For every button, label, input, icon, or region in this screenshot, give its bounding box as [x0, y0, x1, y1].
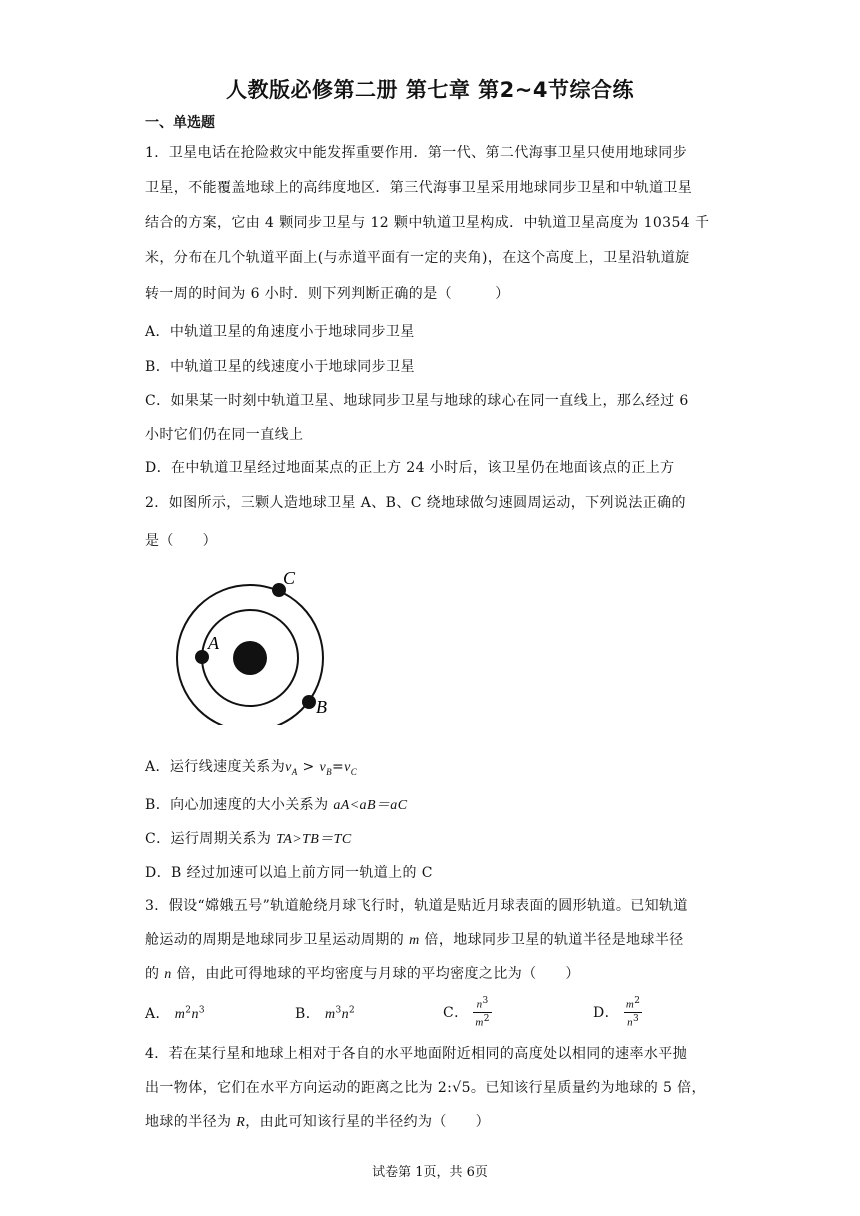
q2-option-a-prefix: A．运行线速度关系为 [145, 759, 286, 775]
sqrt-5: √5 [452, 1080, 471, 1096]
q1-line-4: 米，分布在几个轨道平面上(与赤道平面有一定的夹角)，在这个高度上，卫星沿轨道旋 [145, 250, 690, 266]
r-symbol: R [236, 1115, 246, 1130]
exponent: 3 [198, 1005, 205, 1016]
exponent: 2 [185, 1005, 192, 1016]
orbit-diagram [170, 565, 340, 725]
q1-option-a: A．中轨道卫星的角速度小于地球同步卫星 [145, 324, 415, 340]
exponent: 3 [335, 1005, 342, 1016]
q3-option-d [593, 995, 642, 1029]
q3-line-3-text: 的 [145, 966, 165, 982]
exponent: 2 [634, 996, 641, 1006]
q3-line-3-text-b: 倍，由此可得地球的平均密度与月球的平均密度之比为（ ） [171, 966, 580, 982]
satellite-a [195, 650, 209, 664]
fraction [624, 995, 643, 1029]
q1-option-d: D．在中轨道卫星经过地面某点的正上方 24 小时后，该卫星仍在地面该点的正上方 [145, 460, 675, 476]
q1-option-c-cont: 小时它们仍在同一直线上 [145, 427, 304, 443]
n-symbol: n [341, 1007, 350, 1022]
option-label: D． [593, 1005, 620, 1022]
q3-option-c [443, 995, 492, 1029]
exponent: 2 [349, 1005, 356, 1016]
q3-option-a [145, 1003, 205, 1023]
q1-line-1: 1．卫星电话在抢险救灾中能发挥重要作用．第一代、第二代海事卫星只使用地球同步 [145, 145, 688, 161]
sub-a: A [291, 766, 298, 777]
m-symbol: m [625, 998, 635, 1011]
m-symbol: m [174, 1007, 186, 1022]
m-symbol: m [324, 1007, 336, 1022]
option-label: B． [295, 1006, 321, 1022]
q3-option-b [295, 1003, 355, 1023]
n-symbol: n [627, 1016, 634, 1029]
q4-line-2 [145, 1077, 706, 1097]
q3-line-1: 3．假设“嫦娥五号”轨道舱绕月球飞行时，轨道是贴近月球表面的圆形轨道。已知轨道 [145, 898, 688, 914]
v-symbol: v [319, 760, 327, 775]
fraction [473, 995, 492, 1029]
m-symbol: m [475, 1016, 484, 1029]
q2-line-2: 是（ ） [145, 533, 217, 549]
q1-line-3: 结合的方案，它由 4 颗同步卫星与 12 颗中轨道卫星构成．中轨道卫星高度为 10354 千 [145, 215, 710, 231]
gt-sign: > [297, 759, 320, 775]
n-symbol: n [476, 998, 483, 1011]
section-heading: 一、单选题 [145, 115, 215, 131]
sub-c: C [350, 766, 358, 777]
q3-line-3 [145, 963, 580, 983]
q2-option-b-prefix: B．向心加速度的大小关系为 [145, 797, 334, 813]
v-symbol: v [344, 760, 351, 775]
q3-line-2-text: 舱运动的周期是地球同步卫星运动周期的 [145, 932, 410, 948]
page-footer: 试卷第 1页，共 6页 [372, 1165, 488, 1180]
q4-line-2-text-b: 。已知该行星质量约为地球的 5 倍， [470, 1080, 706, 1096]
page-title: 人教版必修第二册 第七章 第2~4节综合练 [226, 78, 634, 102]
label-c: C [283, 568, 296, 588]
label-a: A [208, 633, 219, 653]
label-b: B [316, 697, 327, 717]
exponent: 2 [483, 1013, 490, 1024]
n-symbol: n [191, 1007, 199, 1022]
q1-option-c: C．如果某一时刻中轨道卫星、地球同步卫星与地球的球心在同一直线上，那么经过 6 [145, 393, 689, 409]
exponent: 3 [482, 996, 489, 1006]
q4-line-2-text: 出一物体，它们在水平方向运动的距离之比为 2: [145, 1080, 453, 1096]
q4-line-3-text: 地球的半径为 [145, 1114, 237, 1130]
q4-line-3 [145, 1111, 490, 1131]
q2-option-c-prefix: C．运行周期关系为 [145, 831, 277, 847]
exponent: 3 [633, 1013, 640, 1024]
q2-option-c [145, 828, 352, 848]
q2-option-d: D．B 经过加速可以追上前方同一轨道上的 C [145, 865, 433, 881]
q2-option-b [145, 794, 407, 814]
earth [233, 641, 267, 675]
q2-option-b-formula: aA<aB＝aC [333, 798, 408, 813]
option-label: C． [443, 1005, 469, 1022]
q4-line-3-text-b: ，由此可知该行星的半径约为（ ） [245, 1114, 491, 1130]
q3-line-2 [145, 929, 684, 949]
q1-option-b: B．中轨道卫星的线速度小于地球同步卫星 [145, 359, 415, 375]
q2-line-1: 2．如图所示，三颗人造地球卫星 A、B、C 绕地球做匀速圆周运动，下列说法正确的 [145, 495, 686, 511]
q2-option-c-formula: TA>TB＝TC [276, 832, 352, 847]
q3-line-2-text-b: 倍，地球同步卫星的轨道半径是地球半径 [419, 932, 684, 948]
q1-line-5: 转一周的时间为 6 小时．则下列判断正确的是（ ） [145, 286, 510, 302]
eq-sign: = [332, 759, 345, 775]
q1-line-2: 卫星，不能覆盖地球上的高纬度地区．第三代海事卫星采用地球同步卫星和中轨道卫星 [145, 180, 693, 196]
m-symbol: m [409, 933, 420, 948]
q4-line-1: 4．若在某行星和地球上相对于各自的水平地面附近相同的高度处以相同的速率水平抛 [145, 1046, 688, 1062]
satellite-b [302, 695, 316, 709]
q2-option-a [145, 756, 357, 777]
v-symbol: v [285, 760, 292, 775]
n-symbol: n [164, 967, 172, 982]
sub-b: B [326, 766, 333, 777]
option-label: A． [145, 1006, 170, 1022]
